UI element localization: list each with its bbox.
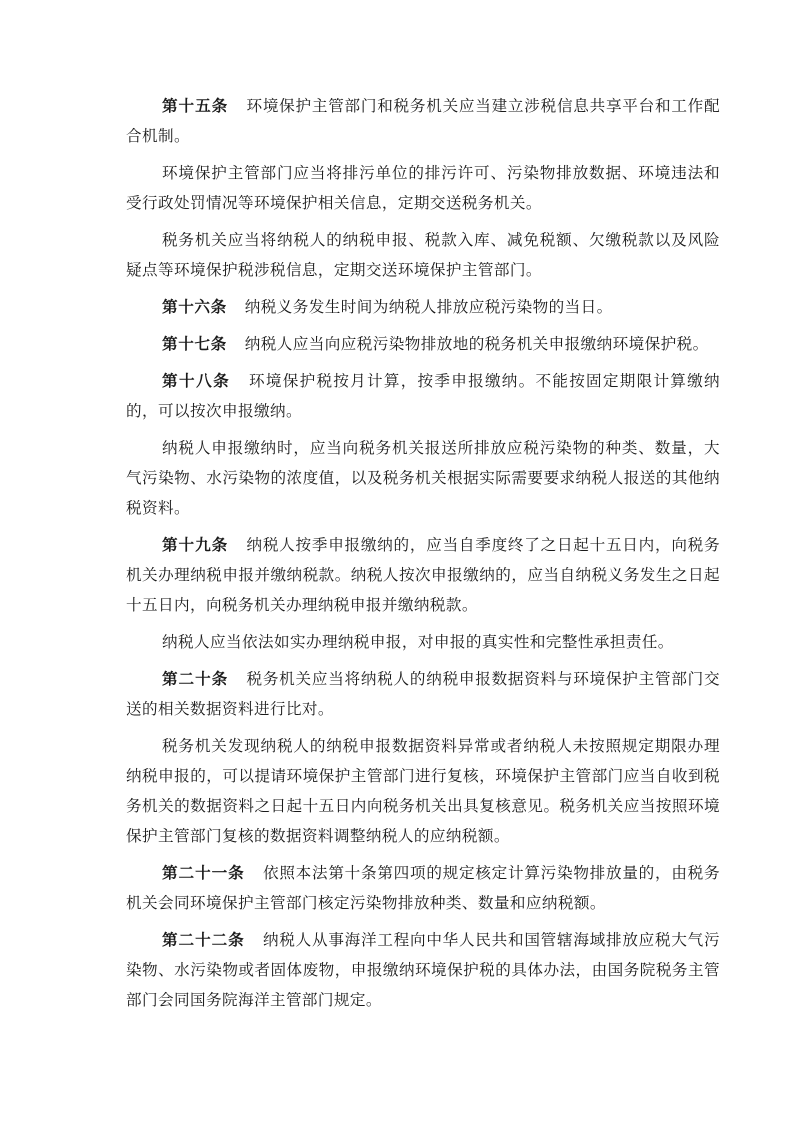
- paragraph-text: 税务机关应当将纳税人的纳税申报、税款入库、减免税额、欠缴税款以及风险疑点等环境保护税涉税信息，定期交送环境保护主管部门。: [126, 231, 720, 279]
- paragraph: [126, 731, 720, 851]
- article-number: 第十五条: [162, 97, 229, 115]
- paragraph: [126, 433, 720, 523]
- paragraph: [126, 225, 720, 285]
- paragraph: [126, 329, 720, 359]
- paragraph-text: 纳税人从事海洋工程向中华人民共和国管辖海域排放应税大气污染物、水污染物或者固体废物，申报缴纳环境保护税的具体办法，由国务院税务主管部门会同国务院海洋主管部门规定。: [126, 931, 720, 1009]
- paragraph-text: 环境保护税按月计算，按季申报缴纳。不能按固定期限计算缴纳的，可以按次申报缴纳。: [126, 372, 720, 420]
- paragraph-text: 纳税人按季申报缴纳的，应当自季度终了之日起十五日内，向税务机关办理纳税申报并缴纳税款。纳税人按次申报缴纳的，应当自纳税义务发生之日起十五日内，向税务机关办理纳税申报并缴纳税款。: [126, 536, 720, 614]
- article-number: 第二十条: [162, 670, 229, 688]
- paragraph-text: 税务机关应当将纳税人的纳税申报数据资料与环境保护主管部门交送的相关数据资料进行比对。: [126, 670, 720, 718]
- paragraph-text: 纳税义务发生时间为纳税人排放应税污染物的当日。: [244, 298, 613, 316]
- paragraph: [126, 530, 720, 620]
- article-number: 第十六条: [162, 298, 227, 316]
- paragraph-text: 纳税人应当依法如实办理纳税申报，对申报的真实性和完整性承担责任。: [162, 633, 674, 651]
- article-number: 第十九条: [162, 536, 229, 554]
- paragraph: [126, 292, 720, 322]
- article-number: 第二十二条: [162, 931, 245, 949]
- paragraph: [126, 158, 720, 218]
- paragraph-text: 环境保护主管部门应当将排污单位的排污许可、污染物排放数据、环境违法和受行政处罚情况等环境保护相关信息，定期交送税务机关。: [126, 164, 720, 212]
- paragraph-text: 纳税人申报缴纳时，应当向税务机关报送所排放应税污染物的种类、数量，大气污染物、水污染物的浓度值，以及税务机关根据实际需要要求纳税人报送的其他纳税资料。: [126, 439, 720, 517]
- paragraph: [126, 366, 720, 426]
- article-number: 第二十一条: [162, 864, 245, 882]
- paragraph: [126, 627, 720, 657]
- paragraph-text: 依照本法第十条第四项的规定核定计算污染物排放量的，由税务机关会同环境保护主管部门核定污染物排放种类、数量和应纳税额。: [126, 864, 720, 912]
- paragraph-text: 纳税人应当向应税污染物排放地的税务机关申报缴纳环境保护税。: [244, 335, 709, 353]
- article-number: 第十七条: [162, 335, 227, 353]
- paragraph: [126, 664, 720, 724]
- article-number: 第十八条: [162, 372, 231, 390]
- paragraph: [126, 91, 720, 151]
- paragraph-text: 税务机关发现纳税人的纳税申报数据资料异常或者纳税人未按照规定期限办理纳税申报的，可以提请环境保护主管部门进行复核，环境保护主管部门应当自收到税务机关的数据资料之日起十五日内向税务机关出具复核意见。税务机关应当按照环境保护主管部门复核的数据资料调整纳税人的应纳税额。: [126, 737, 720, 845]
- paragraph-text: 环境保护主管部门和税务机关应当建立涉税信息共享平台和工作配合机制。: [126, 97, 720, 145]
- paragraph: [126, 925, 720, 1015]
- paragraph: [126, 858, 720, 918]
